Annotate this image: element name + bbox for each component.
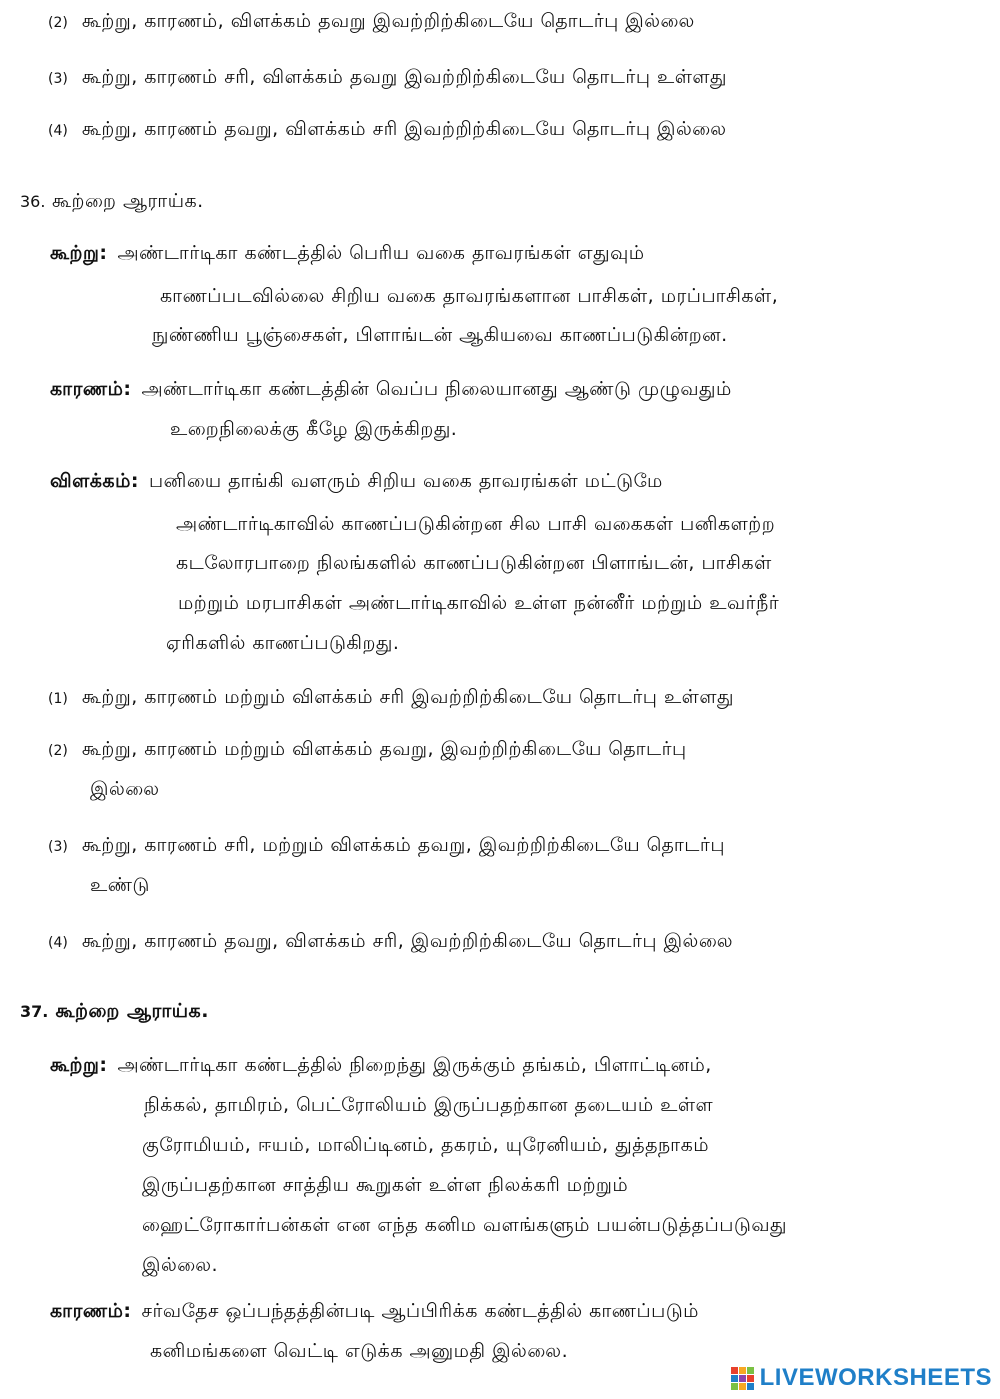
q36-statement-line: நுண்ணிய பூஞ்சைகள், பிளாங்டன் ஆகியவை காணப்படுகின்றன.	[152, 324, 728, 346]
q37-reason-line: கனிமங்களை வெட்டி எடுக்க அனுமதி இல்லை.	[150, 1340, 569, 1362]
logo-square	[739, 1367, 746, 1374]
q35-option-4: (4) கூற்று, காரணம் தவறு, விளக்கம் சரி இவற்றிற்கிடையே தொடர்பு இல்லை	[48, 118, 727, 140]
q36-statement-label: கூற்று:	[50, 242, 108, 264]
q37-statement-line: இருப்பதற்கான சாத்திய கூறுகள் உள்ள நிலக்கரி மற்றும்	[142, 1174, 629, 1196]
q36-option-1: (1) கூற்று, காரணம் மற்றும் விளக்கம் சரி இவற்றிற்கிடையே தொடர்பு உள்ளது	[48, 686, 734, 708]
q37-heading: 37. கூற்றை ஆராய்க.	[20, 1000, 209, 1022]
logo-square	[731, 1375, 738, 1382]
q36-option-2: (2) கூற்று, காரணம் மற்றும் விளக்கம் தவறு, இவற்றிற்கிடையே தொடர்பு	[48, 738, 687, 760]
q36-reason-label: காரணம்:	[50, 378, 132, 400]
q36-option-2-cont: இல்லை	[90, 778, 160, 800]
q37-statement-label: கூற்று:	[50, 1054, 108, 1076]
logo-square	[739, 1375, 746, 1382]
q36-statement-line: காணப்படவில்லை சிறிய வகை தாவரங்களான பாசிகள், மரப்பாசிகள்,	[160, 285, 779, 307]
q36-statement-line: கூற்று: அண்டார்டிகா கண்டத்தில் பெரிய வகை தாவரங்கள் எதுவும்	[50, 242, 645, 264]
q36-explanation-line: விளக்கம்: பனியை தாங்கி வளரும் சிறிய வகை தாவரங்கள் மட்டுமே	[50, 470, 663, 492]
logo-square	[731, 1367, 738, 1374]
logo-square	[731, 1383, 738, 1390]
q37-statement-line: ஹைட்ரோகார்பன்கள் என எந்த கனிம வளங்களும் பயன்படுத்தப்படுவது	[142, 1214, 788, 1236]
q36-explanation-line: அண்டார்டிகாவில் காணப்படுகின்றன சில பாசி வகைகள் பனிகளற்ற	[176, 513, 776, 535]
logo-square	[739, 1383, 746, 1390]
q35-option-2: (2) கூற்று, காரணம், விளக்கம் தவறு இவற்றிற்கிடையே தொடர்பு இல்லை	[48, 10, 695, 32]
q37-statement-line: குரோமியம், ஈயம், மாலிப்டினம், தகரம், யுரேனியம், துத்தநாகம்	[142, 1134, 710, 1156]
q36-option-3-cont: உண்டு	[90, 874, 150, 896]
q37-reason-line: காரணம்: சர்வதேச ஒப்பந்தத்தின்படி ஆப்பிரிக்க கண்டத்தில் காணப்படும்	[50, 1300, 699, 1322]
q36-reason-line: உறைநிலைக்கு கீழே இருக்கிறது.	[170, 418, 458, 440]
logo-square	[747, 1367, 754, 1374]
q37-statement-line: கூற்று: அண்டார்டிகா கண்டத்தில் நிறைந்து இருக்கும் தங்கம், பிளாட்டினம்,	[50, 1054, 712, 1076]
q37-statement-line: நிக்கல், தாமிரம், பெட்ரோலியம் இருப்பதற்கான தடையம் உள்ள	[144, 1094, 714, 1116]
q36-option-3: (3) கூற்று, காரணம் சரி, மற்றும் விளக்கம் தவறு, இவற்றிற்கிடையே தொடர்பு	[48, 834, 725, 856]
q37-statement-line: இல்லை.	[142, 1254, 219, 1276]
logo-square	[747, 1383, 754, 1390]
logo-square	[747, 1375, 754, 1382]
liveworksheets-logo[interactable]	[731, 1364, 992, 1392]
q36-explanation-line: மற்றும் மரபாசிகள் அண்டார்டிகாவில் உள்ள நன்னீர் மற்றும் உவர்நீர்	[178, 592, 780, 614]
q36-explanation-label: விளக்கம்:	[50, 470, 139, 492]
q35-option-3: (3) கூற்று, காரணம் சரி, விளக்கம் தவறு இவற்றிற்கிடையே தொடர்பு உள்ளது	[48, 66, 728, 88]
q36-heading: 36. கூற்றை ஆராய்க.	[20, 190, 204, 212]
q37-reason-label: காரணம்:	[50, 1300, 132, 1322]
q36-option-4: (4) கூற்று, காரணம் தவறு, விளக்கம் சரி, இவற்றிற்கிடையே தொடர்பு இல்லை	[48, 930, 734, 952]
logo-text: LIVEWORKSHEETS	[759, 1364, 992, 1391]
q36-explanation-line: கடலோரபாறை நிலங்களில் காணப்படுகின்றன பிளாங்டன், பாசிகள்	[176, 552, 772, 574]
q36-reason-line: காரணம்: அண்டார்டிகா கண்டத்தின் வெப்ப நிலையானது ஆண்டு முழுவதும்	[50, 378, 732, 400]
logo-grid-icon	[731, 1367, 754, 1390]
q36-explanation-line: ஏரிகளில் காணப்படுகிறது.	[166, 632, 400, 654]
